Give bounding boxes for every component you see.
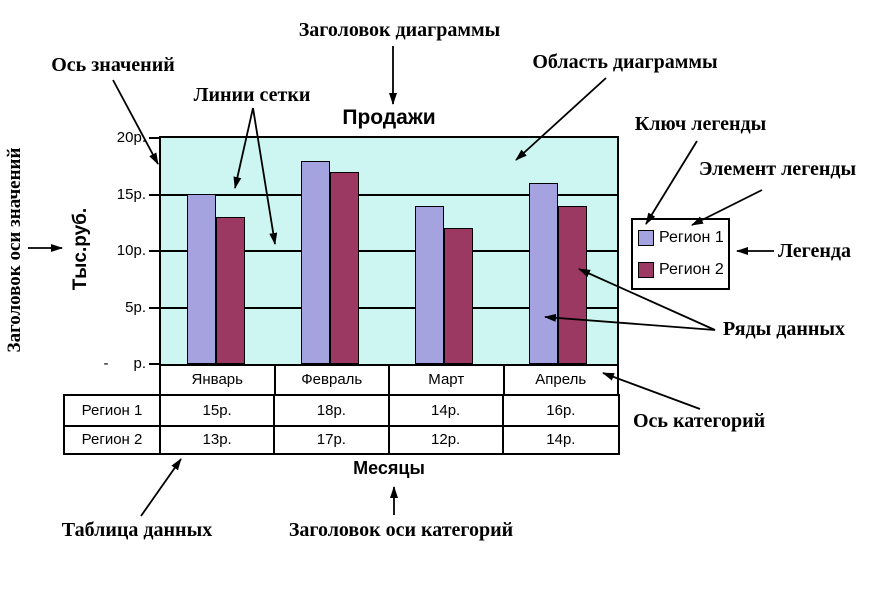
label-chart-area: Область диаграммы (532, 51, 718, 73)
bar-Регион 1-Апрель (529, 183, 558, 364)
category-axis-row (159, 364, 619, 396)
bar-Регион 1-Март (415, 206, 444, 364)
legend-key-swatch-Регион 1 (638, 230, 654, 246)
ytick-label-0: - р. (103, 355, 146, 372)
label-gridlines: Линии сетки (193, 84, 311, 106)
ytick-label-15: 15р. (116, 185, 146, 203)
category-axis-title: Месяцы (353, 458, 425, 478)
value-axis-title: Тыс.руб. (70, 207, 91, 291)
ytick-label-10: 10р. (116, 242, 146, 259)
label-category-axis: Ось категорий (633, 410, 766, 432)
label-legend: Легенда (778, 240, 851, 262)
ytick-mark-20 (149, 137, 159, 139)
table-cell-Регион 1-Апрель: 16р. (546, 401, 576, 419)
bar-Регион 2-Февраль (330, 172, 359, 364)
table-cell-Регион 1-Январь: 15р. (161, 396, 275, 425)
bar-Регион 1-Январь (187, 194, 216, 364)
chart-title: Продажи (342, 106, 436, 129)
data-table (63, 394, 620, 455)
legend-key-swatch-Регион 2 (638, 262, 654, 278)
label-data-table: Таблица данных (61, 519, 213, 541)
arrow-value-axis (113, 80, 158, 164)
table-cell-Регион 1-Февраль: 18р. (275, 396, 389, 425)
label-legend-key: Ключ легенды (634, 113, 767, 135)
legend-entry-Регион 1: Регион 1 (659, 229, 724, 246)
table-cell-Регион 2-Январь: 13р. (161, 425, 275, 454)
category-cell-Март: Март (388, 366, 503, 394)
table-cell-Регион 2-Апрель: 14р. (504, 425, 618, 454)
legend-item-Регион 1 (633, 229, 728, 247)
value-axis-title-annotation: Заголовок оси значений (4, 147, 25, 353)
arrow-legend-key (646, 141, 697, 224)
category-cell-Январь: Январь (191, 371, 243, 388)
legend-item-Регион 2 (633, 261, 728, 279)
bar-Регион 2-Апрель (558, 206, 587, 364)
table-row-header-Регион 1: Регион 1 (65, 396, 161, 425)
table-cell-Регион 2-Февраль: 17р. (275, 425, 389, 454)
bar-Регион 2-Март (444, 228, 473, 364)
label-chart-title: Заголовок диаграммы (298, 19, 501, 41)
bar-Регион 2-Январь (216, 217, 245, 364)
category-cell-Февраль: Февраль (274, 366, 389, 394)
table-cell-Регион 1-Март: 14р. (390, 396, 504, 425)
table-cell-Регион 2-Март: 12р. (390, 425, 504, 454)
ytick-label-20: 20р. (116, 129, 146, 146)
plot-area (159, 136, 619, 366)
ytick-mark-15 (149, 194, 159, 196)
ytick-mark-10 (149, 250, 159, 252)
label-data-series: Ряды данных (723, 318, 846, 340)
table-row-header-Регион 2: Регион 2 (65, 425, 161, 454)
legend-entry-Регион 2: Регион 2 (659, 261, 724, 278)
legend (631, 218, 730, 290)
category-cell-Апрель: Апрель (503, 366, 618, 394)
ytick-mark-5 (149, 307, 159, 309)
ytick-label-5: 5р. (125, 298, 146, 316)
label-category-axis-title: Заголовок оси категорий (288, 519, 514, 541)
bar-Регион 1-Февраль (301, 161, 330, 364)
label-value-axis: Ось значений (51, 54, 175, 76)
label-legend-entry: Элемент легенды (698, 158, 857, 180)
ytick-mark-0 (149, 363, 159, 365)
